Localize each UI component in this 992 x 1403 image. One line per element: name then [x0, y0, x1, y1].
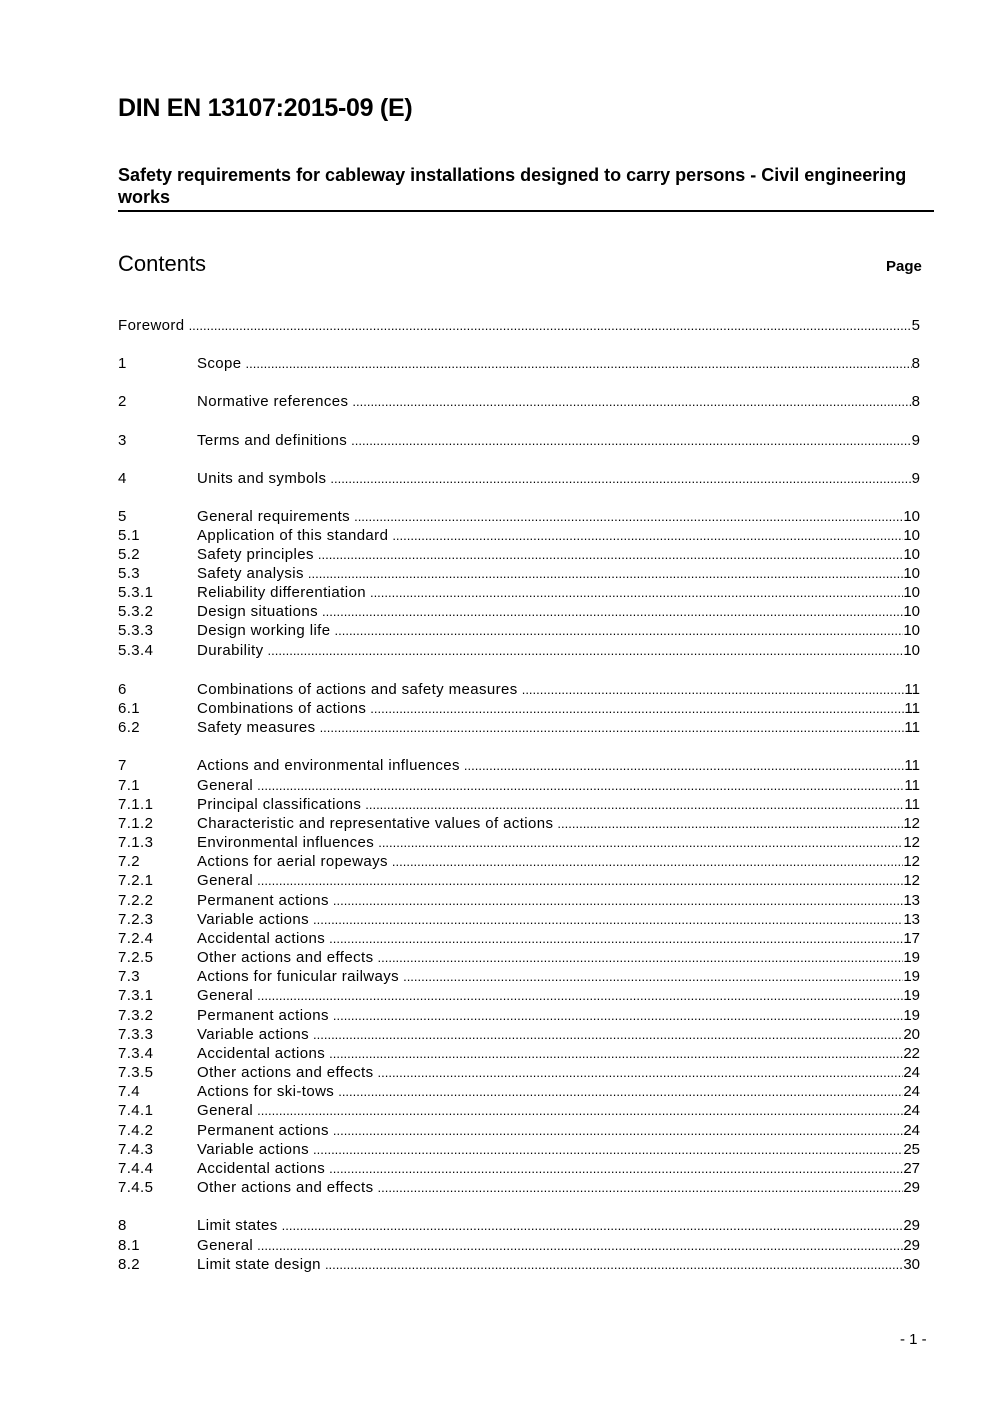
toc-page-number: 9 — [911, 432, 920, 449]
toc-entry — [118, 795, 920, 814]
toc-page-number: 11 — [904, 777, 920, 794]
toc-section-title: Permanent actions — [197, 892, 329, 909]
toc-page-number: 10 — [903, 622, 920, 639]
toc-page-number: 12 — [903, 834, 920, 851]
toc-leader-dots — [392, 852, 903, 871]
toc-section-number: 7.1 — [118, 777, 141, 794]
toc-leader-dots — [335, 621, 904, 640]
toc-section-title: Principal classifications — [197, 796, 362, 813]
toc-page-number: 19 — [903, 1007, 920, 1024]
toc-entry — [118, 948, 920, 967]
toc-page-number: 10 — [903, 584, 920, 601]
toc-entry — [118, 583, 920, 602]
toc-entry — [118, 469, 920, 488]
toc-page-number: 10 — [903, 546, 920, 563]
toc-section-title: Combinations of actions — [197, 700, 367, 717]
toc-section-number: 5.1 — [118, 527, 141, 544]
toc-section-number: 5.2 — [118, 546, 141, 563]
toc-entry — [118, 526, 920, 545]
toc-leader-dots — [268, 641, 904, 660]
toc-leader-dots — [392, 526, 903, 545]
toc-section-number: 7.4.2 — [118, 1122, 154, 1139]
toc-entry — [118, 641, 920, 660]
toc-entry — [118, 871, 920, 890]
toc-section-number: 5.3.3 — [118, 622, 154, 639]
toc-leader-dots — [333, 1121, 903, 1140]
toc-page-number: 30 — [903, 1256, 920, 1273]
toc-entry — [118, 431, 920, 450]
toc-page-number: 10 — [903, 603, 920, 620]
toc-section-title: Environmental influences — [197, 834, 375, 851]
toc-section-title: Design working life — [197, 622, 331, 639]
toc-page-number: 24 — [903, 1102, 920, 1119]
toc-leader-dots — [365, 795, 904, 814]
toc-page-number: 12 — [903, 853, 920, 870]
toc-entry — [118, 718, 920, 737]
toc-leader-dots — [246, 354, 912, 373]
toc-section-number: 5.3.4 — [118, 642, 154, 659]
toc-section-title: Units and symbols — [197, 470, 327, 487]
toc-page-number: 13 — [903, 892, 920, 909]
toc-section-number: 7.3.3 — [118, 1026, 154, 1043]
toc-leader-dots — [330, 469, 911, 488]
toc-section-title: Accidental actions — [197, 1160, 326, 1177]
toc-leader-dots — [325, 1255, 903, 1274]
toc-entry — [118, 1140, 920, 1159]
toc-section-title: Combinations of actions and safety measures — [197, 681, 518, 698]
toc-page-number: 13 — [903, 911, 920, 928]
toc-leader-dots — [370, 699, 904, 718]
toc-leader-dots — [318, 545, 903, 564]
toc-leader-dots — [351, 431, 912, 450]
toc-leader-dots — [378, 833, 903, 852]
toc-section-title: Limit state design — [197, 1256, 321, 1273]
toc-section-number: 7.2.1 — [118, 872, 154, 889]
toc-section-number: 7.3 — [118, 968, 141, 985]
toc-section-title: Design situations — [197, 603, 319, 620]
toc-section-title: Scope — [197, 355, 242, 372]
toc-leader-dots — [189, 316, 912, 335]
toc-entry — [118, 545, 920, 564]
page-column-heading: Page — [886, 258, 922, 275]
toc-section-title: General — [197, 987, 254, 1004]
toc-page-number: 10 — [903, 565, 920, 582]
toc-section-title: Actions for funicular railways — [197, 968, 400, 985]
toc-section-title: General requirements — [197, 508, 351, 525]
toc-leader-dots — [329, 929, 903, 948]
toc-section-number: 7 — [118, 757, 127, 774]
toc-entry — [118, 1159, 920, 1178]
toc-section-title: Permanent actions — [197, 1122, 329, 1139]
toc-page-number: 8 — [911, 355, 920, 372]
toc-entry — [118, 776, 920, 795]
toc-entry — [118, 1255, 920, 1274]
toc-page-number: 24 — [903, 1122, 920, 1139]
toc-leader-dots — [333, 891, 903, 910]
toc-section-number: 8.1 — [118, 1237, 141, 1254]
toc-page-number: 11 — [904, 757, 920, 774]
toc-section-number: 7.1.2 — [118, 815, 154, 832]
toc-page-number: 22 — [903, 1045, 920, 1062]
toc-section-title: Variable actions — [197, 1141, 310, 1158]
toc-leader-dots — [370, 583, 903, 602]
toc-page-number: 10 — [903, 527, 920, 544]
toc-section-number: 7.3.1 — [118, 987, 154, 1004]
toc-section-number: 4 — [118, 470, 127, 487]
toc-entry — [118, 507, 920, 526]
toc-page-number: 19 — [903, 987, 920, 1004]
toc-page-number: 24 — [903, 1083, 920, 1100]
toc-section-number: 8.2 — [118, 1256, 141, 1273]
toc-section-title: Application of this standard — [197, 527, 389, 544]
toc-leader-dots — [257, 986, 903, 1005]
toc-section-title: Safety analysis — [197, 565, 304, 582]
toc-entry — [118, 564, 920, 583]
page-number: - 1 - — [900, 1331, 927, 1348]
toc-section-title: Limit states — [197, 1217, 278, 1234]
toc-section-number: 6.1 — [118, 700, 141, 717]
contents-heading: Contents — [118, 251, 207, 276]
toc-page-number: 11 — [904, 796, 920, 813]
toc-section-number: 5.3.2 — [118, 603, 154, 620]
toc-page-number: 20 — [903, 1026, 920, 1043]
toc-entry — [118, 1063, 920, 1082]
toc-section-title: General — [197, 1102, 254, 1119]
toc-entry — [118, 986, 920, 1005]
toc-section-title: Durability — [197, 642, 264, 659]
toc-section-title: Variable actions — [197, 1026, 310, 1043]
toc-page-number: 11 — [904, 719, 920, 736]
toc-section-title: General — [197, 777, 254, 794]
toc-leader-dots — [378, 1063, 904, 1082]
toc-leader-dots — [378, 1178, 904, 1197]
toc-leader-dots — [257, 1236, 903, 1255]
toc-section-number: 7.4.3 — [118, 1141, 154, 1158]
toc-leader-dots — [308, 564, 903, 583]
document-subtitle: Safety requirements for cableway installations designed to carry persons - Civil engineering works — [118, 165, 907, 207]
toc-leader-dots — [378, 948, 904, 967]
toc-entry — [118, 1101, 920, 1120]
toc-leader-dots — [464, 756, 905, 775]
toc-section-number: 5.3.1 — [118, 584, 154, 601]
toc-section-title: Actions for ski-tows — [197, 1083, 335, 1100]
toc-section-title: Other actions and effects — [197, 949, 374, 966]
toc-section-number: 6.2 — [118, 719, 141, 736]
toc-leader-dots — [333, 1006, 903, 1025]
toc-section-number: 7.4.5 — [118, 1179, 154, 1196]
toc-entry — [118, 1236, 920, 1255]
toc-section-number: 7.4.1 — [118, 1102, 154, 1119]
toc-leader-dots — [257, 871, 903, 890]
toc-leader-dots — [403, 967, 903, 986]
toc-leader-dots — [557, 814, 903, 833]
toc-leader-dots — [522, 680, 905, 699]
toc-page-number: 24 — [903, 1064, 920, 1081]
toc-entry — [118, 1044, 920, 1063]
toc-section-title: Foreword — [118, 317, 185, 334]
toc-entry — [118, 621, 920, 640]
toc-entry — [118, 910, 920, 929]
toc-page-number: 12 — [903, 872, 920, 889]
toc-entry — [118, 1025, 920, 1044]
toc-leader-dots — [329, 1044, 903, 1063]
toc-section-number: 5 — [118, 508, 127, 525]
toc-section-number: 6 — [118, 681, 127, 698]
toc-entry — [118, 891, 920, 910]
toc-leader-dots — [313, 1025, 903, 1044]
toc-section-number: 7.1.3 — [118, 834, 154, 851]
toc-page-number: 11 — [904, 681, 920, 698]
toc-section-number: 1 — [118, 355, 127, 372]
toc-page-number: 5 — [911, 317, 920, 334]
toc-section-number: 8 — [118, 1217, 127, 1234]
toc-entry — [118, 680, 920, 699]
toc-section-title: General — [197, 872, 254, 889]
toc-page-number: 29 — [903, 1179, 920, 1196]
toc-entry — [118, 814, 920, 833]
toc-page-number: 11 — [904, 700, 920, 717]
toc-section-number: 2 — [118, 393, 127, 410]
toc-section-number: 7.2.5 — [118, 949, 154, 966]
toc-section-title: Safety principles — [197, 546, 314, 563]
toc-leader-dots — [313, 910, 903, 929]
toc-section-number: 7.2.4 — [118, 930, 154, 947]
toc-entry — [118, 1216, 920, 1235]
toc-leader-dots — [257, 776, 904, 795]
toc-entry — [118, 929, 920, 948]
toc-section-number: 7.2.3 — [118, 911, 154, 928]
toc-entry — [118, 756, 920, 775]
toc-entry — [118, 699, 920, 718]
toc-section-title: Characteristic and representative values of actions — [197, 815, 554, 832]
toc-entry — [118, 354, 920, 373]
toc-section-title: Other actions and effects — [197, 1179, 374, 1196]
toc-section-title: Safety measures — [197, 719, 316, 736]
toc-page-number: 19 — [903, 949, 920, 966]
toc-leader-dots — [322, 602, 903, 621]
toc-section-title: Other actions and effects — [197, 1064, 374, 1081]
toc-leader-dots — [354, 507, 903, 526]
toc-section-title: Reliability differentiation — [197, 584, 366, 601]
toc-section-title: General — [197, 1237, 254, 1254]
toc-leader-dots — [338, 1082, 903, 1101]
toc-entry — [118, 602, 920, 621]
toc-section-number: 7.3.2 — [118, 1007, 154, 1024]
toc-page-number: 10 — [903, 642, 920, 659]
toc-entry — [118, 1006, 920, 1025]
toc-page-number: 25 — [903, 1141, 920, 1158]
toc-entry — [118, 392, 920, 411]
toc-page-number: 27 — [903, 1160, 920, 1177]
toc-section-number: 5.3 — [118, 565, 141, 582]
toc-leader-dots — [282, 1216, 904, 1235]
toc-section-number: 7.4.4 — [118, 1160, 154, 1177]
toc-section-title: Permanent actions — [197, 1007, 329, 1024]
toc-entry — [118, 1082, 920, 1101]
toc-leader-dots — [352, 392, 911, 411]
toc-leader-dots — [320, 718, 905, 737]
toc-leader-dots — [257, 1101, 903, 1120]
toc-section-number: 7.4 — [118, 1083, 141, 1100]
toc-entry — [118, 852, 920, 871]
toc-section-title: Variable actions — [197, 911, 310, 928]
toc-section-title: Normative references — [197, 393, 349, 410]
toc-page-number: 10 — [903, 508, 920, 525]
title-divider — [118, 210, 934, 212]
toc-page-number: 19 — [903, 968, 920, 985]
toc-section-title: Accidental actions — [197, 930, 326, 947]
toc-section-number: 7.3.5 — [118, 1064, 154, 1081]
toc-page-number: 8 — [911, 393, 920, 410]
toc-section-number: 7.2.2 — [118, 892, 154, 909]
toc-section-title: Actions and environmental influences — [197, 757, 460, 774]
toc-entry — [118, 1121, 920, 1140]
toc-entry — [118, 967, 920, 986]
toc-page-number: 9 — [911, 470, 920, 487]
toc-section-title: Accidental actions — [197, 1045, 326, 1062]
toc-entry — [118, 1178, 920, 1197]
toc-page-number: 29 — [903, 1217, 920, 1234]
toc-page-number: 29 — [903, 1237, 920, 1254]
toc-section-number: 7.3.4 — [118, 1045, 154, 1062]
toc-section-number: 7.1.1 — [118, 796, 154, 813]
toc-leader-dots — [329, 1159, 903, 1178]
toc-entry — [118, 316, 920, 335]
toc-page-number: 12 — [903, 815, 920, 832]
document-title: DIN EN 13107:2015-09 (E) — [118, 94, 413, 122]
toc-page-number: 17 — [903, 930, 920, 947]
toc-section-title: Actions for aerial ropeways — [197, 853, 388, 870]
toc-section-title: Terms and definitions — [197, 432, 348, 449]
toc-section-number: 3 — [118, 432, 127, 449]
toc-entry — [118, 833, 920, 852]
toc-section-number: 7.2 — [118, 853, 141, 870]
toc-leader-dots — [313, 1140, 903, 1159]
